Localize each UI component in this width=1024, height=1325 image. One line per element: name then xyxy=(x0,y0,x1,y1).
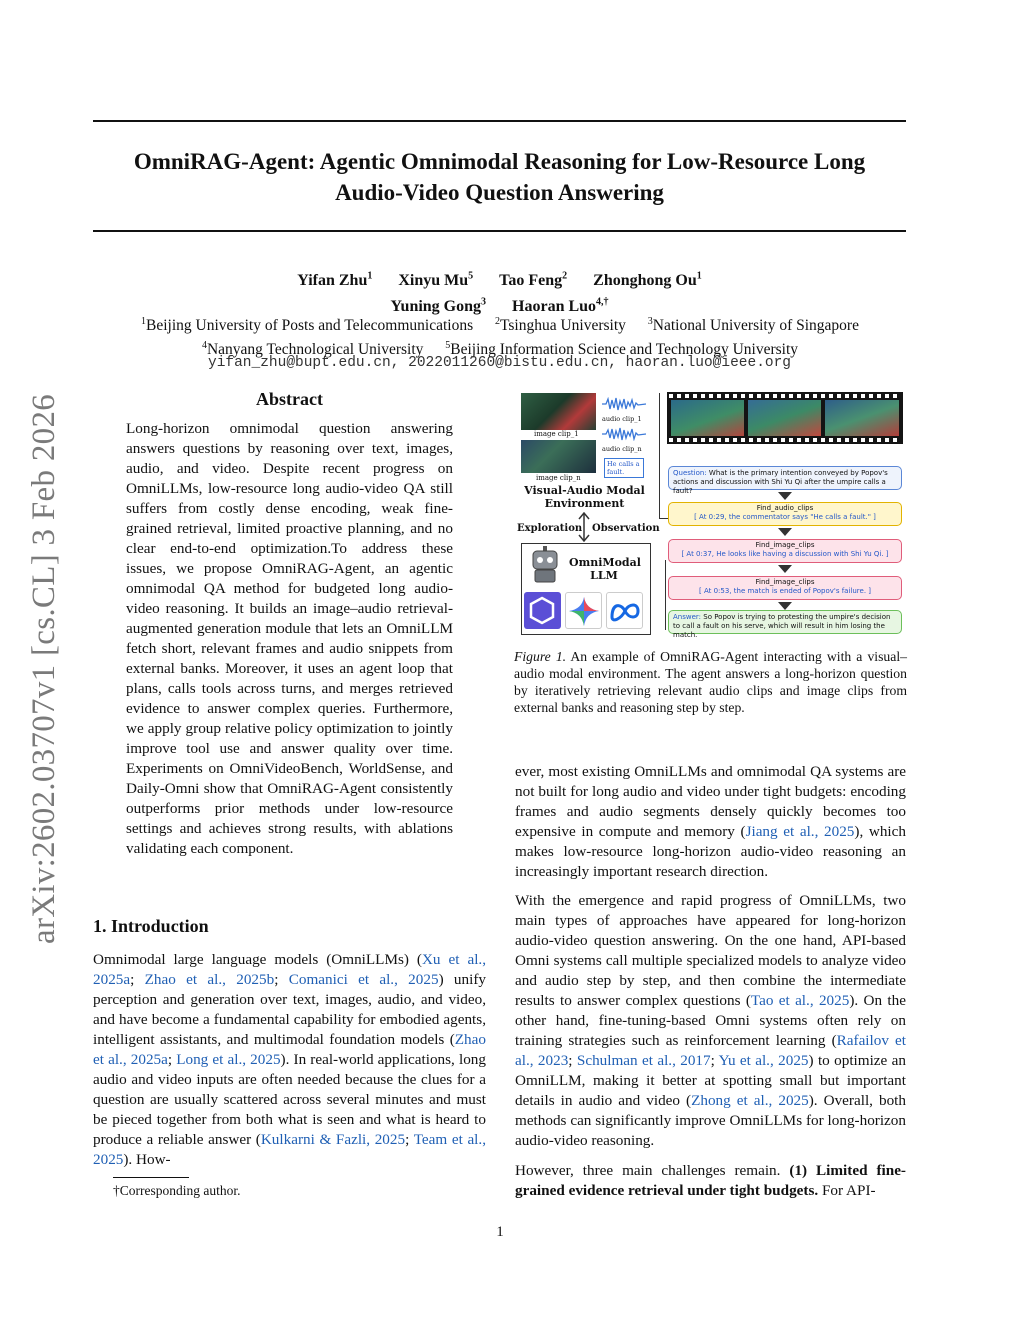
footnote: †Corresponding author. xyxy=(113,1183,241,1198)
meta-logo-icon xyxy=(606,592,643,629)
citation-link[interactable]: Long et al., 2025 xyxy=(176,1051,281,1068)
question-tag: Question: xyxy=(673,469,707,477)
arxiv-stamp: arXiv:2602.03707v1 [cs.CL] 3 Feb 2026 xyxy=(26,393,62,944)
question-box xyxy=(668,466,902,495)
image-clip-1-thumbnail xyxy=(521,393,596,430)
citation-link[interactable]: Schulman et al., 2017 xyxy=(576,1052,711,1069)
caption-label: Figure 1. xyxy=(514,649,567,664)
audio-clip-1-label: audio clip_1 xyxy=(602,415,642,423)
citation-link[interactable]: Rafailov et al., 2023 xyxy=(515,1032,906,1069)
affiliation-1: $^1$Beijing University of Posts and Telecommunications xyxy=(141,316,474,335)
image-clip-1-label: image clip_1 xyxy=(534,430,579,438)
down-arrow-icon xyxy=(778,602,792,610)
citation-link[interactable]: Comanici et al., 2025 xyxy=(288,971,439,988)
abstract-text: Long-horizon omnimodal question answering answers questions by reasoning over text, images, audio, and video. Despite recent progress on OmniLLMs, low-resource long audio-video QA still suffers from costly dense encoding, weak fine-grained retrieval, limited proactive planning, and no clear end-to-end optimization.To address these issues, we propose OmniRAG-Agent, an agentic omnimodal QA method for budgeted long audio-video reasoning. It builds an image–audio retrieval-augmented generation module that lets an OmniLLM fetch short, relevant frames and audio snippets from external banks. Moreover, it uses an agent loop that plans, calls tools across turns, and merges retrieved evidence to answer complex queries. Furthermore, we apply group relative policy optimization to jointly improve tool use and answer quality over time. Experiments on OmniVideoBench, WorldSense, and Daily-Omni show that OmniRAG-Agent consistently outperforms prior methods under low-resource settings and achieves strong results, with ablations validating each component. xyxy=(126,420,453,857)
film-perforation xyxy=(669,438,901,442)
exchange-arrow-icon xyxy=(576,512,592,542)
affiliation-3: $^3$National University of Singapore xyxy=(647,316,859,335)
affiliation-2: $^2$Tsinghua University xyxy=(494,316,626,335)
step-1-tool: Find_audio_clips xyxy=(756,504,814,512)
step-3-result: [ At 0:53, the match is ended of Popov's failure. ] xyxy=(699,587,871,595)
paper-title xyxy=(93,146,906,208)
waveform-icon xyxy=(602,427,646,441)
bracket-line xyxy=(660,518,668,519)
intro-right-paragraph-3: However, three main challenges remain. (1) Limited fine-grained evidence retrieval under tight budgets. For API- xyxy=(515,1162,906,1199)
citation-link[interactable]: Zhong et al., 2025 xyxy=(691,1092,809,1109)
author-emails: yifan_zhu@bupt.edu.cn, 2022011260@bistu.edu.cn, haoran.luo@ieee.org xyxy=(208,355,791,371)
citation-link[interactable]: Xu et al., 2025a xyxy=(93,951,487,988)
step-2-box xyxy=(668,539,902,563)
author-6: Haoran Luo$^{4,\dagger}$ xyxy=(512,296,609,315)
citation-link[interactable]: Zhao et al., 2025b xyxy=(144,971,275,988)
answer-tag: Answer: xyxy=(673,613,702,621)
citation-link[interactable]: Zhao et al., 2025a xyxy=(93,1031,486,1068)
citation-link[interactable]: Tao et al., 2025 xyxy=(750,992,850,1009)
film-perforation xyxy=(669,394,901,398)
gemini-logo-icon xyxy=(565,592,602,629)
title-line-2: Audio-Video Question Answering xyxy=(335,180,664,205)
title-bottom-rule xyxy=(93,230,906,232)
step-1-result: [ At 0:29, the commentator says "He calls a fault." ] xyxy=(694,513,876,521)
video-frame xyxy=(825,400,899,436)
title-line-1: OmniRAG-Agent: Agentic Omnimodal Reasoning for Low-Resource Long xyxy=(133,149,866,174)
page-number: 1 xyxy=(496,1224,504,1240)
affiliation-5: $^5$Beijing Information Science and Technology University xyxy=(445,340,799,359)
title-top-rule xyxy=(93,120,906,122)
image-clip-n-label: image clip_n xyxy=(536,474,581,482)
qwen-logo-icon xyxy=(524,592,561,629)
audio-waveform-n xyxy=(602,426,646,440)
intro-heading: 1. Introduction xyxy=(93,916,209,936)
bracket-line xyxy=(660,560,666,630)
caption-text: An example of OmniRAG-Agent interacting with a visual–audio modal environment. The agent answers a long-horizon question by iteratively retrieving relevant audio clips and image clips from external banks and reasoning step by step. xyxy=(514,649,908,715)
step-3-box xyxy=(668,576,902,600)
exploration-label: Exploration xyxy=(517,523,583,534)
video-frame xyxy=(671,400,744,436)
intro-right-paragraph-1: ever, most existing OmniLLMs and omnimodal QA systems are not built for long audio and video under tight budgets: encoding frames and audio segments densely quickly becomes too expensive in compute and memory (Jiang et al., 2025), which makes low-resource long-horizon audio-video reasoning an increasingly important research direction. xyxy=(515,763,906,880)
answer-text: So Popov is trying to protesting the umpire's decision to call a fault on his serve, which will result in him losing the match. xyxy=(673,613,891,639)
step-1-box xyxy=(668,502,902,526)
author-list xyxy=(93,266,906,317)
footnote-rule xyxy=(113,1177,189,1178)
down-arrow-icon xyxy=(778,528,792,536)
speech-bubble: He calls a fault. xyxy=(604,458,644,478)
figure-1-caption xyxy=(514,648,907,716)
intro-right-paragraph-2: With the emergence and rapid progress of OmniLLMs, two main types of approaches have appeared for long-horizon audio-video question answering. On the one hand, API-based Omni systems call multiple specialized models to analyze video and audio step by step, and then combine the intermediate results to answer complex questions (Tao et al., 2025). On the other hand, fine-tuning-based Omni systems often rely on training strategies such as reinforcement learning (Rafailov et al., 2023; Schulman et al., 2017; Yu et al., 2025) to optimize an OmniLLM, making it better at spotting small but important details in audio and video (Zhong et al., 2025). Overall, both methods can significantly improve OmniLLMs for long-horizon audio-video reasoning. xyxy=(515,892,906,1149)
llm-label: OmniModal LLM xyxy=(569,556,641,582)
observation-label: Observation xyxy=(592,523,660,534)
video-frame xyxy=(748,400,821,436)
affiliations xyxy=(80,312,920,360)
citation-link[interactable]: Jiang et al., 2025 xyxy=(745,823,855,840)
waveform-icon xyxy=(602,397,646,411)
author-3: Tao Feng$^2$ xyxy=(499,271,568,290)
audio-clip-n-label: audio clip_n xyxy=(602,445,642,453)
author-4: Zhonghong Ou$^1$ xyxy=(593,271,702,290)
citation-link[interactable]: Yu et al., 2025 xyxy=(718,1052,809,1069)
abstract-heading: Abstract xyxy=(256,389,323,409)
bracket-line xyxy=(654,393,660,519)
citation-link[interactable]: Team et al., 2025 xyxy=(93,1131,486,1168)
step-2-result: [ At 0:37, He looks like having a discussion with Shi Yu Qi. ] xyxy=(681,550,889,558)
author-5: Yuning Gong$^3$ xyxy=(390,296,487,315)
video-film-strip xyxy=(667,392,903,444)
intro-left-paragraph: Omnimodal large language models (OmniLLMs) (Xu et al., 2025a; Zhao et al., 2025b; Comanici et al., 2025) unify perception and generation over text, images, audio, and video, and have become a fundamental capability for embodied agents, intelligent assistants, and multimodal foundation models (Zhao et al., 2025a; Long et al., 2025). In real-world applications, long audio and video inputs are often needed because the clues for a question are usually scattered across several minutes and must be pieced together from both what is seen and what is heard to produce a reliable answer (Kulkarni & Fazli, 2025; Team et al., 2025). How- xyxy=(93,951,487,1168)
question-text: What is the primary intention conveyed by Popov's actions and discussion with Shi Yu Qi after the umpire calls a fault? xyxy=(673,469,888,495)
down-arrow-icon xyxy=(778,492,792,500)
step-2-tool: Find_image_clips xyxy=(755,541,815,549)
down-arrow-icon xyxy=(778,565,792,573)
affiliation-4: $^4$Nanyang Technological University xyxy=(201,340,424,359)
step-3-tool: Find_image_clips xyxy=(755,578,815,586)
image-clip-n-thumbnail xyxy=(521,440,596,473)
citation-link[interactable]: Kulkarni & Fazli, 2025 xyxy=(260,1131,406,1148)
figure-1 xyxy=(514,388,907,638)
author-1: Yifan Zhu$^1$ xyxy=(297,271,373,290)
robot-icon xyxy=(528,546,562,584)
environment-label: Visual-Audio Modal Environment xyxy=(524,484,645,510)
author-2: Xinyu Mu$^5$ xyxy=(398,271,474,290)
audio-waveform-1 xyxy=(602,396,646,410)
answer-box xyxy=(668,610,902,639)
